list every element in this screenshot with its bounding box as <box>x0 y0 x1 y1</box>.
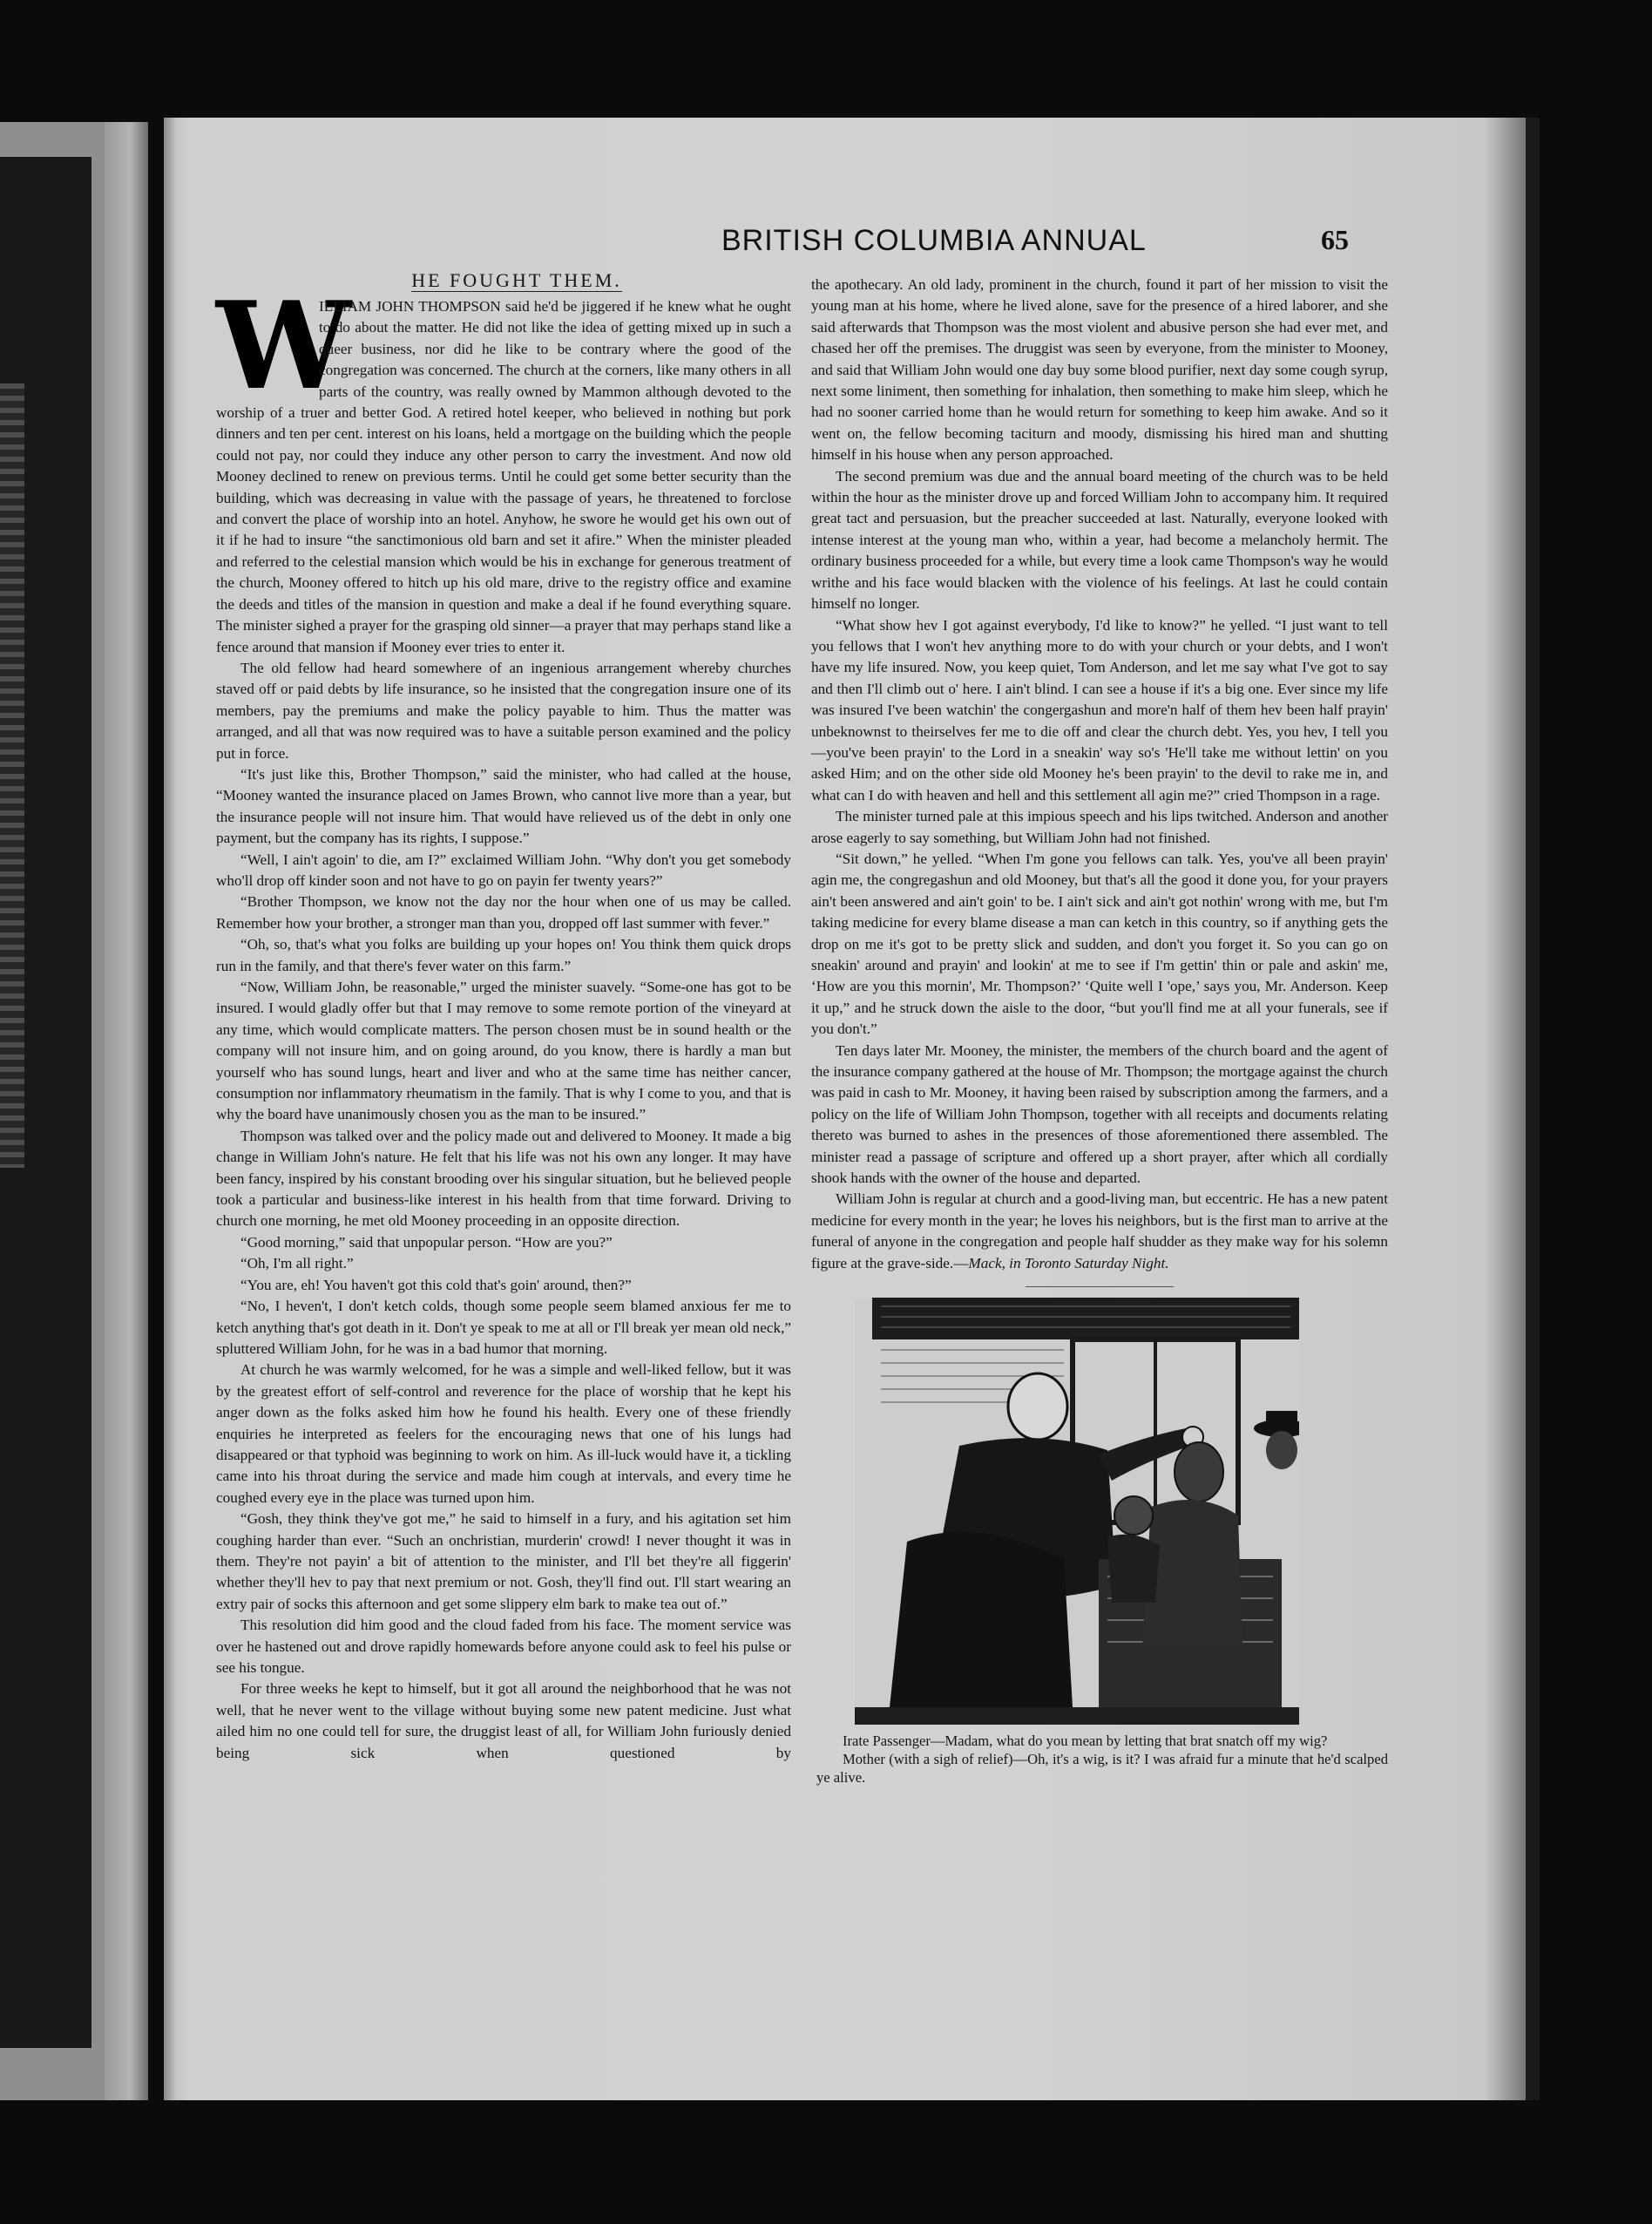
paragraph: “Brother Thompson, we know not the day nor the hour when one of us may be called. Remember how your brother, a stronger man than you, dropped off last summer with fever.” <box>216 893 791 932</box>
article-title: HE FOUGHT THEM. <box>411 269 622 291</box>
page-shadow <box>1526 118 1540 2100</box>
paragraph: “Sit down,” he yelled. “When I'm gone you fellows can talk. Yes, you've all been prayin' agin me, the congregashun and old Mooney, but that's all the good it done you, for your prayers ain't been answered and ain't goin' to be. I ain't sick and ain't got nothin' wrong with me, but I'm taking medicine for every blame disease a man can ketch in this country, so if anything gets the drop on me it's got to be pretty slick and sudden, and don't you forget it. So you can go on sneakin' around and prayin' and lookin' at me to see if I'm gettin' thin or pale and askin' me, ‘How are you this mornin', Mr. Thompson?’ ‘Quite well I 'ope,’ says you, Mr. Anderson. Keep it up,” and he struck down the aisle to the door, “but you'll find me at all your funerals, see if you don't.” <box>811 850 1388 1038</box>
paragraph: For three weeks he kept to himself, but it got all around the neighborhood that he was not well, that he never went to the village without buying some new patent medicine. Just what ailed him no one could tell for sure, the druggist least of all, for William John furiously denied being sick when questioned by <box>216 1680 791 1761</box>
cartoon-caption <box>811 1732 1388 1787</box>
paragraph: The minister turned pale at this impious speech and his lips twitched. Anderson and another arose eagerly to say something, but William John had not finished. <box>811 808 1388 846</box>
journal-title: BRITISH COLUMBIA ANNUAL <box>721 224 1147 257</box>
paragraph: The old fellow had heard somewhere of an ingenious arrangement whereby churches staved off or paid debts by life insurance, so he insisted that the congregation insure one of its members, pay the premiums and make the policy payable to him. Thus the matter was arranged, and all that was now required was to have a suitable person examined and the policy put in force. <box>216 659 791 762</box>
paragraph: the apothecary. An old lady, prominent in the church, found it part of her mission to visit the young man at his home, where he lived alone, save for the presence of a hired laborer, and she said afterwards that Thompson was the most violent and abusive person she had ever met, and chased her off the premises. The druggist was seen by everyone, from the minister to Mooney, and said that William John would one day buy some blood purifier, next day some cough syrup, next some liniment, then something for inhalation, then something to make him sleep, which he had no sooner carried home than he would return for something to keep him awake. And so it went on, the fellow becoming taciturn and moody, dismissing his hired man and shutting himself in his house when any person approached. <box>811 276 1388 464</box>
caption-line: Mother (with a sigh of relief)—Oh, it's a wig, is it? I was afraid fur a minute that he'd scalped ye alive. <box>816 1751 1388 1787</box>
cartoon-illustration <box>855 1298 1299 1725</box>
paragraph: “Well, I ain't agoin' to die, am I?” exclaimed William John. “Why don't you get somebody who'll drop off kinder soon and not have to go on payin fer twenty years?” <box>216 851 791 889</box>
page-gutter <box>105 122 148 2100</box>
paragraph <box>811 1189 1388 1274</box>
paragraph: Thompson was talked over and the policy made out and delivered to Mooney. It made a big change in William John's nature. He felt that his life was not his own any longer. It may have been fancy, inspired by his constant brooding over his singular situation, but he believed people took a particular and business-like interest in his health from that time forward. Driving to church one morning, he met old Mooney proceeding in an opposite direction. <box>216 1127 791 1230</box>
paragraph: ILLIAM JOHN THOMPSON said he'd be jiggered if he knew what he ought to do about the matter. He did not like the idea of getting mixed up in such a queer business, nor did he like to be contrary where the good of the congregation was concerned. The church at the corners, like many others in all parts of the country, was really owned by Mammon although devoted to the worship of a truer and better God. A retired hotel keeper, who believed in nothing but pork dinners and ten per cent. interest on his loans, held a mortgage on the building which the people could not pay, nor could they induce any other person to carry the investment. And now old Mooney declined to renew on previous terms. Until he could get some better security than the building, which was decreasing in value with the passage of years, he threatened to forclose and convert the place of worship into an hotel. Anyhow, he swore he would get his own out of it if he had to insure “the sanctimonious old barn and set it afire.” When the minister pleaded and referred to the celestial mansion which would be his in exchange for generous treatment of the church, Mooney offered to hitch up his old mare, drive to the registry office and examine the deeds and titles of the mansion in question and make a deal if he found everything square. The minister sighed a prayer for the grasping old sinner—a prayer that may perhaps stand like a fence around that mansion if Mooney ever tries to enter it. <box>216 298 791 655</box>
article-credit: Mack, in Toronto Saturday Night. <box>968 1254 1169 1271</box>
paragraph: “Oh, so, that's what you folks are building up your hopes on! You think them quick drops run in the family, and that there's fever water on this farm.” <box>216 936 791 974</box>
paragraph: “Oh, I'm all right.” <box>240 1255 354 1272</box>
page-number: 65 <box>1321 224 1349 255</box>
paragraph: “Gosh, they think they've got me,” he said to himself in a fury, and his agitation set him coughing harder than ever. “Such an onchristian, murderin' crowd! I never thought it was in them. They're not payin' a bit of attention to the minister, and I'll bet they're all figgerin' whether they'll hev to pay that next premium or not. Gosh, they'll find out. I'll start wearing an extry pair of socks this afternoon and get some slippery elm bark to make tea out of.” <box>216 1510 791 1612</box>
paragraph: “What show hev I got against everybody, I'd like to know?” he yelled. “I just want to tell you fellows that I won't hev anything more to do with your church or your debts, and I won't have my life insured. Now, you keep quiet, Tom Anderson, and let me say what I've got to say and then I'll climb out o' here. I ain't blind. I can see a house if it's a big one. Ever since my life was insured I've been watchin' the congergashun and more'n half of them hev been half prayin' unbeknownst to theirselves fer me to die off and clear the church debt. Yes, you hev, I tell you—you've been prayin' to the Lord in a sneakin' way so's 'He'll take me without lettin' on you asked Him; and on the other side old Mooney he's been prayin' to the devil to rake me in, and what can I do with heaven and hell and this settlement all agin me?” cried Thompson in a rage. <box>811 616 1388 803</box>
previous-page-window-pattern <box>0 383 24 1168</box>
caption-line: Irate Passenger—Madam, what do you mean by letting that brat snatch off my wig? <box>843 1732 1328 1750</box>
paragraph: “It's just like this, Brother Thompson,” said the minister, who had called at the house, “Mooney wanted the insurance placed on James Brown, who cannot live more than a year, but the insurance people will not insure him. That would have relieved us of the debt in only one payment, but the company has its rights, I suppose.” <box>216 765 791 847</box>
scanned-page <box>164 118 1526 2100</box>
running-head <box>556 224 1349 268</box>
closing-paragraph: William John is regular at church and a good-living man, but eccentric. He has a new patent medicine for every month in the year; he loves his neighbors, but is the first man to arrive at the funeral of anyone in the congregation and people half shudder as they make way for his solemn figure at the grave-side.— <box>811 1190 1388 1271</box>
separator-rule <box>1026 1286 1174 1287</box>
drop-cap: W <box>216 275 351 417</box>
left-column <box>216 270 791 1764</box>
right-column <box>811 275 1388 1787</box>
previous-page-edge <box>0 122 148 2100</box>
paragraph: The second premium was due and the annual board meeting of the church was to be held within the hour as the minister drove up and forced William John to accompany him. It required great tact and persuasion, but the preacher succeeded at last. Naturally, everyone looked with intense interest at the young man who, within a year, had become a melancholy hermit. The ordinary business proceeded for a while, but every time a look came Thompson's way he would writhe and his face would blacken with the violence of his feelings. At last he could contain himself no longer. <box>811 467 1388 613</box>
paragraph: Ten days later Mr. Mooney, the minister, the members of the church board and the agent of the insurance company gathered at the house of Mr. Thompson; the mortgage against the church was paid in cash to Mr. Mooney, it having been raised by subscription among the farmers, and a policy on the life of William John Thompson, together with all receipts and documents relating thereto was burned to ashes in the presences of those aforementioned there assembled. The minister read a passage of scripture and offered up a short prayer, after which all cordially shook hands with the owner of the house and departed. <box>811 1041 1388 1187</box>
paragraph: “You are, eh! You haven't got this cold that's goin' around, then?” <box>240 1276 632 1293</box>
paragraph: At church he was warmly welcomed, for he was a simple and well-liked fellow, but it was by the greatest effort of self-control and reverence for the place of worship that he kept his anger down as the folks asked him how he found his health. Every one of these friendly enquiries he interpreted as feelers for the encouraging news that one of his lungs had disappeared or that typhoid was beginning to work on him. As ill-luck would have it, a tickling came into his throat during the service and made him cough at intervals, and every time he coughed every eye in the place was turned upon him. <box>216 1361 791 1506</box>
paragraph: “Now, William John, be reasonable,” urged the minister suavely. “Some-one has got to be insured. I would gladly offer but that I may remove to some remote portion of the vineyard at any time, which would complicate matters. The person chosen must be in sound health or the company will not insure him, and on going around, do you know, there is hardly a man but yourself who has sound lungs, heart and liver and who at the same time has neither cancer, consumption nor inflammatory rheumatism in the family. That is why I come to you, and that is why the board have unanimously chosen you as the man to be insured.” <box>216 979 791 1123</box>
paragraph: “Good morning,” said that unpopular person. “How are you?” <box>240 1233 613 1251</box>
paragraph: This resolution did him good and the cloud faded from his face. The moment service was over he hastened out and drove rapidly homewards before anyone could ask to feel his pulse or see his tongue. <box>216 1617 791 1676</box>
paragraph: “No, I heven't, I don't ketch colds, though some people seem blamed anxious fer me to ketch anything that's got death in it. Don't ye speak to me at all or I'll break yer mean old neck,” spluttered William John, for he was in a bad humor that morning. <box>216 1298 791 1357</box>
